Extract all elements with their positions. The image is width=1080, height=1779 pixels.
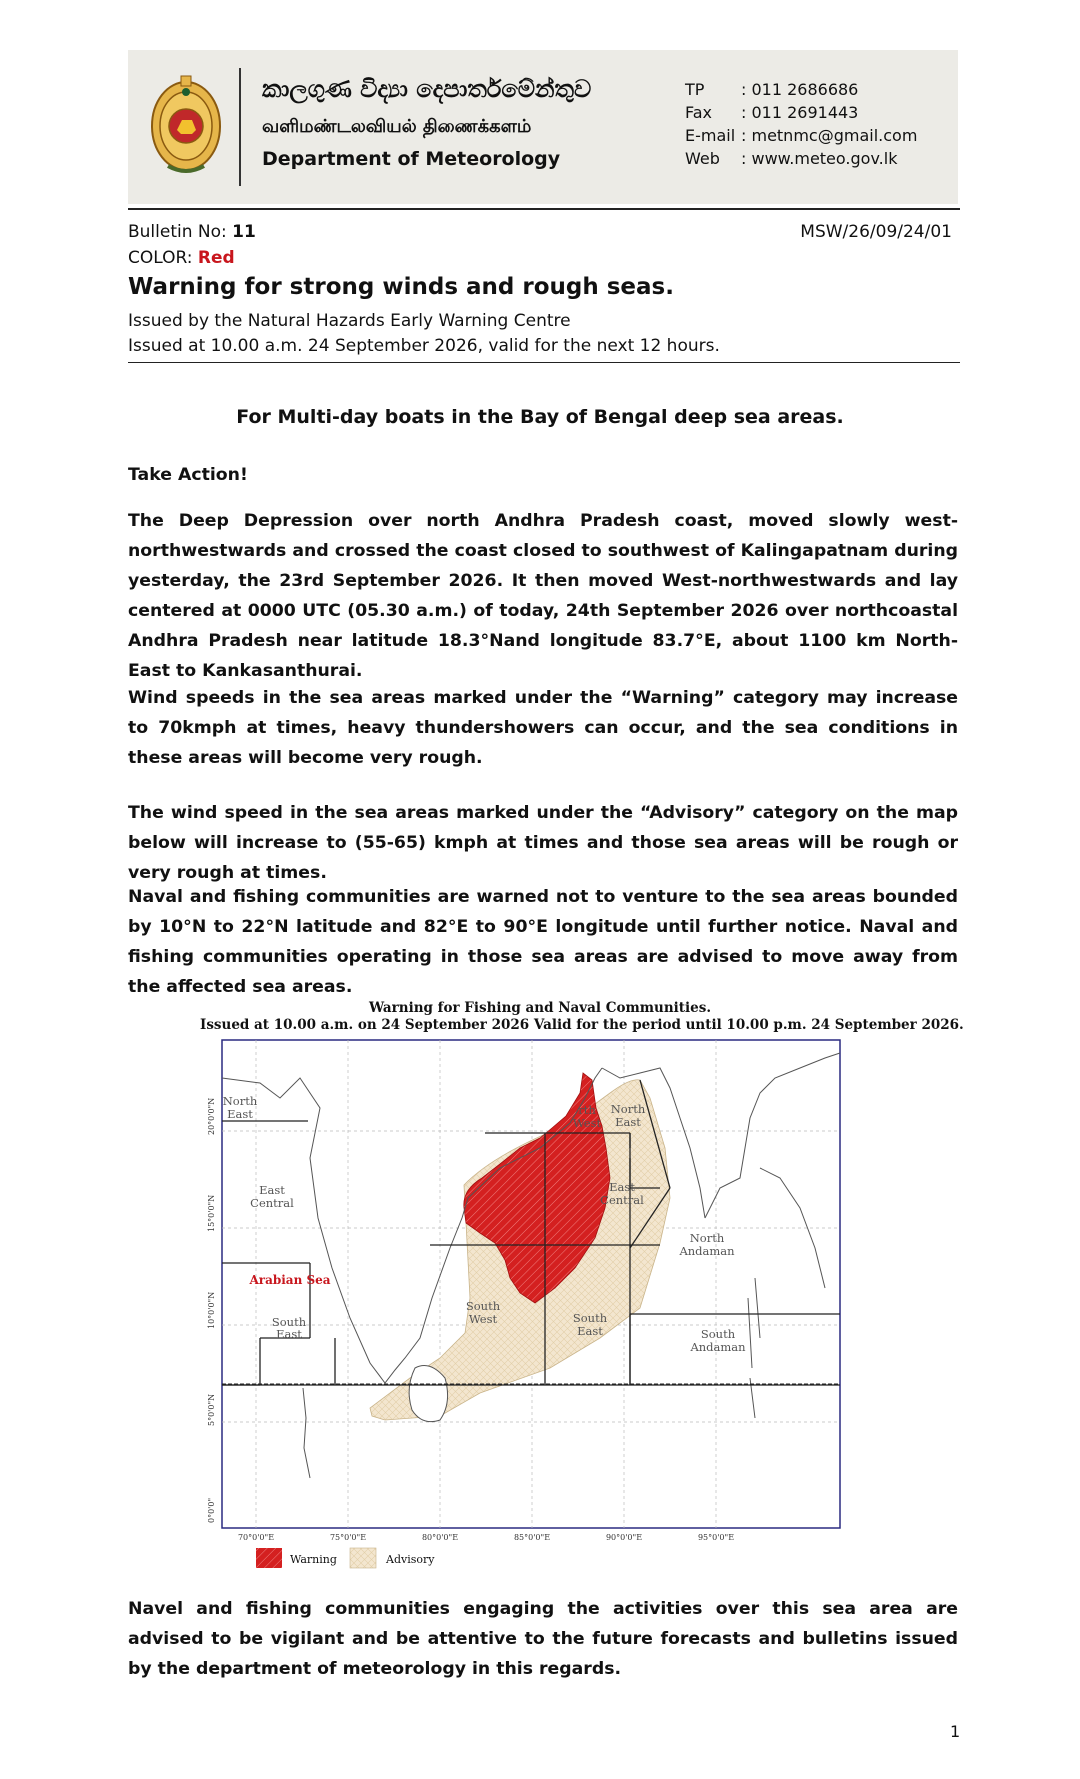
- lon-label-85: 85°0'0"E: [513, 1533, 551, 1542]
- map-subtitle: Issued at 10.00 a.m. on 24 September 2026 Valid for the period until 10.00 p.m. 24 September 2026.: [200, 1017, 964, 1033]
- region-bne-2: East: [615, 1115, 641, 1129]
- department-name-sinhala: කාලගුණ විද්‍යා දෙපාර්තමේන්තුව: [262, 74, 592, 103]
- region-se-1: South: [271, 1315, 307, 1329]
- contact-block: [685, 78, 917, 170]
- lon-label-75: 75°0'0"E: [329, 1533, 367, 1542]
- take-action: Take Action!: [128, 465, 248, 485]
- region-bne-1: North: [610, 1102, 646, 1116]
- contact-web[interactable]: Web : www.meteo.gov.lk: [685, 149, 898, 168]
- contact-email[interactable]: E-mail : metnmc@gmail.com: [685, 126, 918, 145]
- bulletin-color: COLOR: Red: [128, 248, 235, 268]
- lat-label-0: 0°0'0": [207, 1497, 216, 1523]
- sri-lanka-emblem-icon: [148, 70, 224, 180]
- issued-at: Issued at 10.00 a.m. 24 September 2026, valid for the next 12 hours.: [128, 336, 720, 356]
- department-name-english: Department of Meteorology: [262, 148, 561, 170]
- letterhead: [128, 50, 958, 204]
- region-sa-1: South: [700, 1327, 736, 1341]
- lon-label-95: 95°0'0"E: [697, 1533, 735, 1542]
- region-ne-1: North: [222, 1094, 258, 1108]
- map-title: Warning for Fishing and Naval Communities.: [368, 1000, 712, 1016]
- map-svg: [200, 1038, 880, 1598]
- lon-label-80: 80°0'0"E: [421, 1533, 459, 1542]
- sub-heading: For Multi-day boats in the Bay of Bengal deep sea areas.: [236, 406, 844, 428]
- contact-fax: Fax : 011 2691443: [685, 103, 859, 122]
- legend-warning-label: Warning: [290, 1553, 337, 1566]
- bulletin-number: Bulletin No: 11: [128, 222, 256, 242]
- lat-label-15: 15°0'0"N: [207, 1194, 216, 1232]
- legend-advisory-label: Advisory: [386, 1553, 435, 1566]
- paragraph-depression: The Deep Depression over north Andhra Pradesh coast, moved slowly west-northwestwards and crossed the coast closed to southwest of Kalingapatnam during yesterday, the 23rd September 2026. It then moved West-northwestwards and lay centered at 0000 UTC (05.30 a.m.) of today, 24th September 2026 over northcoastal Andhra Pradesh near latitude 18.3°Nand longitude 83.7°E, about 1100 km North-East to Kankasanthurai.: [128, 511, 958, 681]
- color-red-badge: Red: [197, 248, 235, 268]
- region-bse-2: East: [577, 1324, 603, 1338]
- region-sa-2: Andaman: [690, 1340, 746, 1354]
- region-bsw-1: South: [465, 1299, 501, 1313]
- header-rule: [128, 208, 960, 210]
- meta-rule: [128, 362, 960, 363]
- region-bse-1: South: [572, 1311, 608, 1325]
- paragraph-warning: Wind speeds in the sea areas marked under the “Warning” category may increase to 70kmph at times, heavy thundershowers can occur, and the sea conditions in these areas will become very rough.: [128, 688, 958, 768]
- region-bnw-2: West: [572, 1116, 602, 1130]
- region-arabian-sea: Arabian Sea: [249, 1273, 331, 1287]
- paragraph-advisory: The wind speed in the sea areas marked under the “Advisory” category on the map below will increase to (55-65) kmph at times and those sea areas will be rough or very rough at times.: [128, 803, 958, 883]
- warning-map: [200, 1000, 964, 1580]
- lon-label-90: 90°0'0"E: [605, 1533, 643, 1542]
- lat-label-10: 10°0'0"N: [207, 1291, 216, 1329]
- page-number: 1: [950, 1722, 961, 1741]
- region-ne-2: East: [227, 1107, 253, 1121]
- department-name-tamil: வளிமண்டலவியல் திணைக்களம்: [262, 116, 532, 137]
- region-na-2: Andaman: [679, 1244, 735, 1258]
- region-na-1: North: [689, 1231, 725, 1245]
- region-bnw-1: rth: [578, 1103, 596, 1117]
- region-bsw-2: West: [468, 1312, 498, 1326]
- paragraph-bounds: Naval and fishing communities are warned not to venture to the sea areas bounded by 10°N to 22°N latitude and 82°E to 90°E longitude until further notice. Naval and fishing communities operating in those sea areas are advised to move away from the affected sea areas.: [128, 887, 958, 997]
- region-ec-2: Central: [250, 1196, 294, 1210]
- lat-label-20: 20°0'0"N: [207, 1097, 216, 1135]
- region-ec-1: East: [259, 1183, 285, 1197]
- header-divider: [239, 68, 241, 186]
- bulletin-reference: MSW/26/09/24/01: [800, 222, 952, 242]
- lat-label-5: 5°0'0"N: [207, 1393, 216, 1426]
- region-se-2: East: [276, 1327, 302, 1341]
- legend-warning-swatch: [256, 1548, 282, 1568]
- legend-advisory-swatch: [350, 1548, 376, 1568]
- region-bec-2: Central: [600, 1193, 644, 1207]
- bulletin-title: Warning for strong winds and rough seas.: [128, 274, 674, 300]
- issued-by: Issued by the Natural Hazards Early Warning Centre: [128, 311, 571, 331]
- region-bec-1: East: [609, 1180, 635, 1194]
- lon-label-70: 70°0'0"E: [237, 1533, 275, 1542]
- contact-phone: TP : 011 2686686: [685, 80, 859, 99]
- paragraph-vigilance: Navel and fishing communities engaging the activities over this sea area are advised to be vigilant and be attentive to the future forecasts and bulletins issued by the department of meteorology in this regards.: [128, 1599, 958, 1679]
